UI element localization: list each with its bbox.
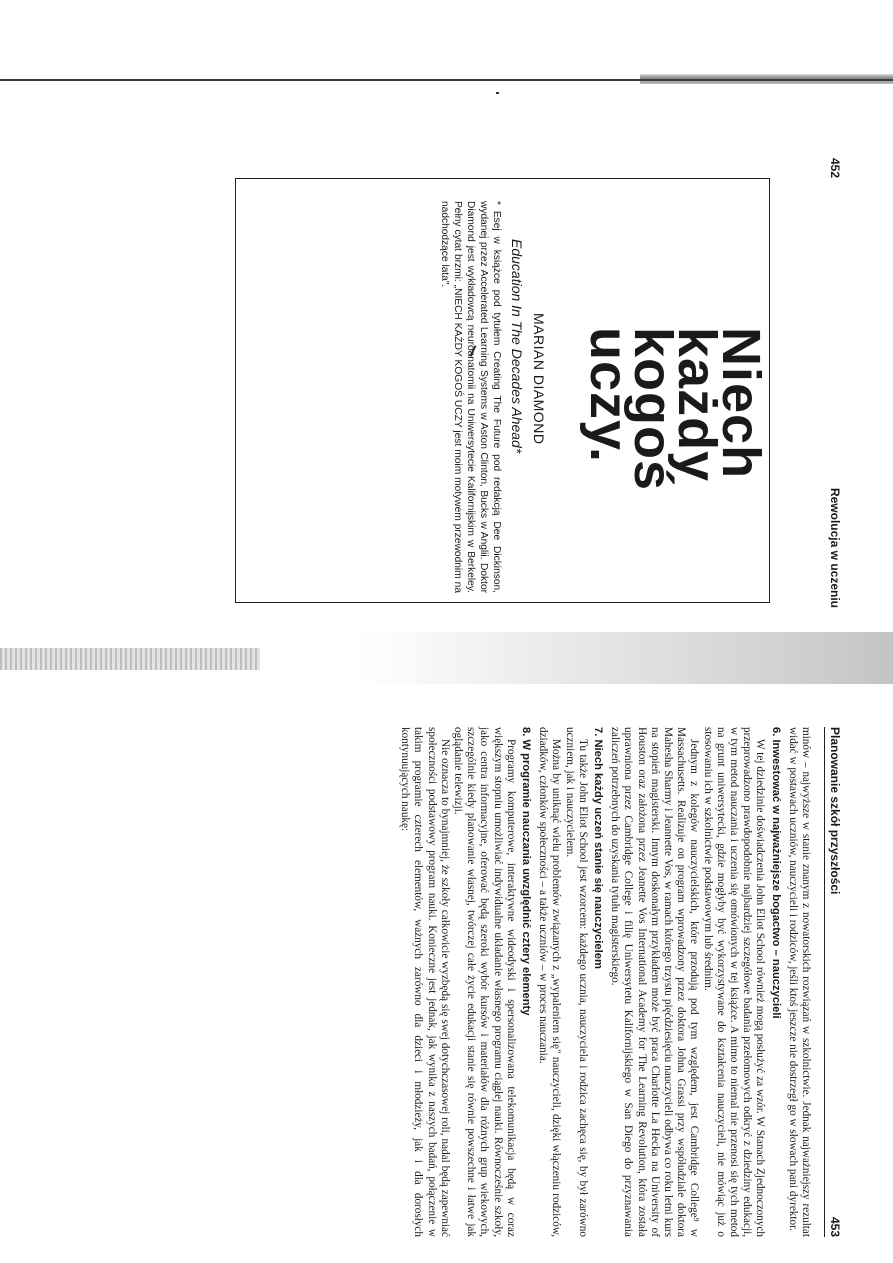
left-page (72, 158, 842, 608)
title-line: każdy (667, 327, 727, 483)
title-line: Niech (711, 327, 771, 480)
gutter-noise (0, 648, 260, 670)
right-running-head (824, 727, 842, 1237)
paragraph: Programy komputerowe, interaktywne wideodyski i spersonalizowana telekomunikacja będą w coraz większym stopniu umożliwiać indywidualne układanie własnego programu ciągłej nauki. Równocześnie szkoły, jako centra informacyjne, oferować będą szeroki wybór kursów i materiałów dla różnych grup wiekowych, szczególnie kiedy planowanie własnej, twórczej całe życie edukacji stanie się równie powszechne i łatwe jak oglądanie telewizji. (451, 727, 517, 1237)
title-line: uczy. (579, 327, 639, 464)
paragraph: Tu także John Eliot School jest wzorcem: każdego ucznia, nauczyciela i rodzica zachęca się, by był zarówno uczniem, jak i nauczycielem. (563, 727, 589, 1237)
page-number: 452 (828, 158, 842, 179)
body-text (398, 727, 812, 1237)
running-head-title: Planowanie szkół przyszłości (828, 727, 842, 895)
page-number: 453 (828, 1216, 842, 1237)
chapter-title (579, 327, 771, 492)
paragraph: Można by uniknąć wielu problemów związanych z „wypaleniem się" nauczycieli, dzięki włączeniu rodziców, dziadków, członków społeczności – a także uczniów – w proces nauczania. (537, 727, 563, 1237)
running-head-title: Rewolucja w uczeniu (828, 487, 842, 608)
chapter-title-box (235, 178, 770, 603)
footnote: * Esej w książce pod tytułem Creating The Future pod redakcją Dee Dickinson, wydanej przez Accelerated Learning Systems w Aston Clinton, Bucks w Anglii. Doktor Diamond jest wykładowcą neuroanatomii na Uniwersytecie Kalifornijskim w Berkeley. Pełny cytat brzmi: „NIECH KAŻDY KOGOŚ UCZY jest moim motywem przewodnim na nadchodzące lata". (439, 201, 502, 593)
quote-author: MARIAN DIAMOND (531, 313, 547, 445)
page-edge-line (0, 79, 893, 81)
paragraph: Jednym z kolegów nauczycielskich, które przodują pod tym względem, jest Cambridge College⁹ w Massachusetts. Realizuje on program wprowadzony przez doktora Johna Grassi przy współudziale doktora Mahesha Sharmy i Jeannette Vos, w ramach którego trzystu pięćdziesięciu nauczycieli odbywa co roku letni kurs na stopień magisterski. Innym doskonałym przykładem może być praca Charlotte La Hecka na University of Houston oraz założona przez Jeanette Vos International Academy for The Learning Revolution, która została uprawniona przez Cambridge College i filię Uniwersytetu Kalifornijskiego w San Diego do przyznawania zaliczeń potrzebnych do uzyskania tytułu magisterskiego. (609, 727, 701, 1237)
paragraph: W tej dziedzinie doświadczenia John Eliot School również mogą posłużyć za wzór. W Stanach Zjednoczonych przeprowadzono prawdopodobnie najbardziej szczegółowe badania przełomowych odkryć z dziedziny edukacji, w tym metod nauczania i uczenia się omówionych w tej książce. A mimo to niemal nie przenosi się tych metod na grunt uniwersytecki, gdzie mogłyby być wykorzystywane do kształcenia nauczycieli, nie mówiąc już o stosowaniu ich w szkolnictwie podstawowym lub średnim. (701, 727, 767, 1237)
section-heading: 6. Inwestować w najważniejsze bogactwo – nauczycieli (769, 727, 782, 1019)
section-heading: 8. W programie nauczania uwzględnić cztery elementy (519, 727, 532, 1016)
right-page (72, 727, 842, 1237)
scan-speck (496, 92, 499, 94)
title-line: kogoś (623, 327, 683, 492)
paragraph: Nie oznacza to bynajmniej, że szkoły całkowicie wyzbędą się swej dotychczasowej roli, nadal będą zapewniać społeczności podstawowy program nauki. Konieczne jest jednak, jak wynika z naszych badań, połączenie w takim programie czterech elementów, ważnych zarówno dla dzieci i młodzieży, jak i dla dorosłych kontynuujących naukę: (399, 727, 451, 1237)
paragraph: minów – najwyższe w stanie znanym z nowatorskich rozwiązań w szkolnictwie. Jednak najważniejszy rezultat widać w postawach uczniów, nauczycieli i rodziców, jeśli ktoś jeszcze nie dostrzegł go w słowach pani dyrektor. (786, 727, 812, 1237)
left-running-head (825, 158, 842, 608)
section-heading: 7. Niech każdy uczeń stanie się nauczycielem (591, 727, 604, 969)
quote-source: Education In The Decades Ahead* (509, 239, 525, 454)
